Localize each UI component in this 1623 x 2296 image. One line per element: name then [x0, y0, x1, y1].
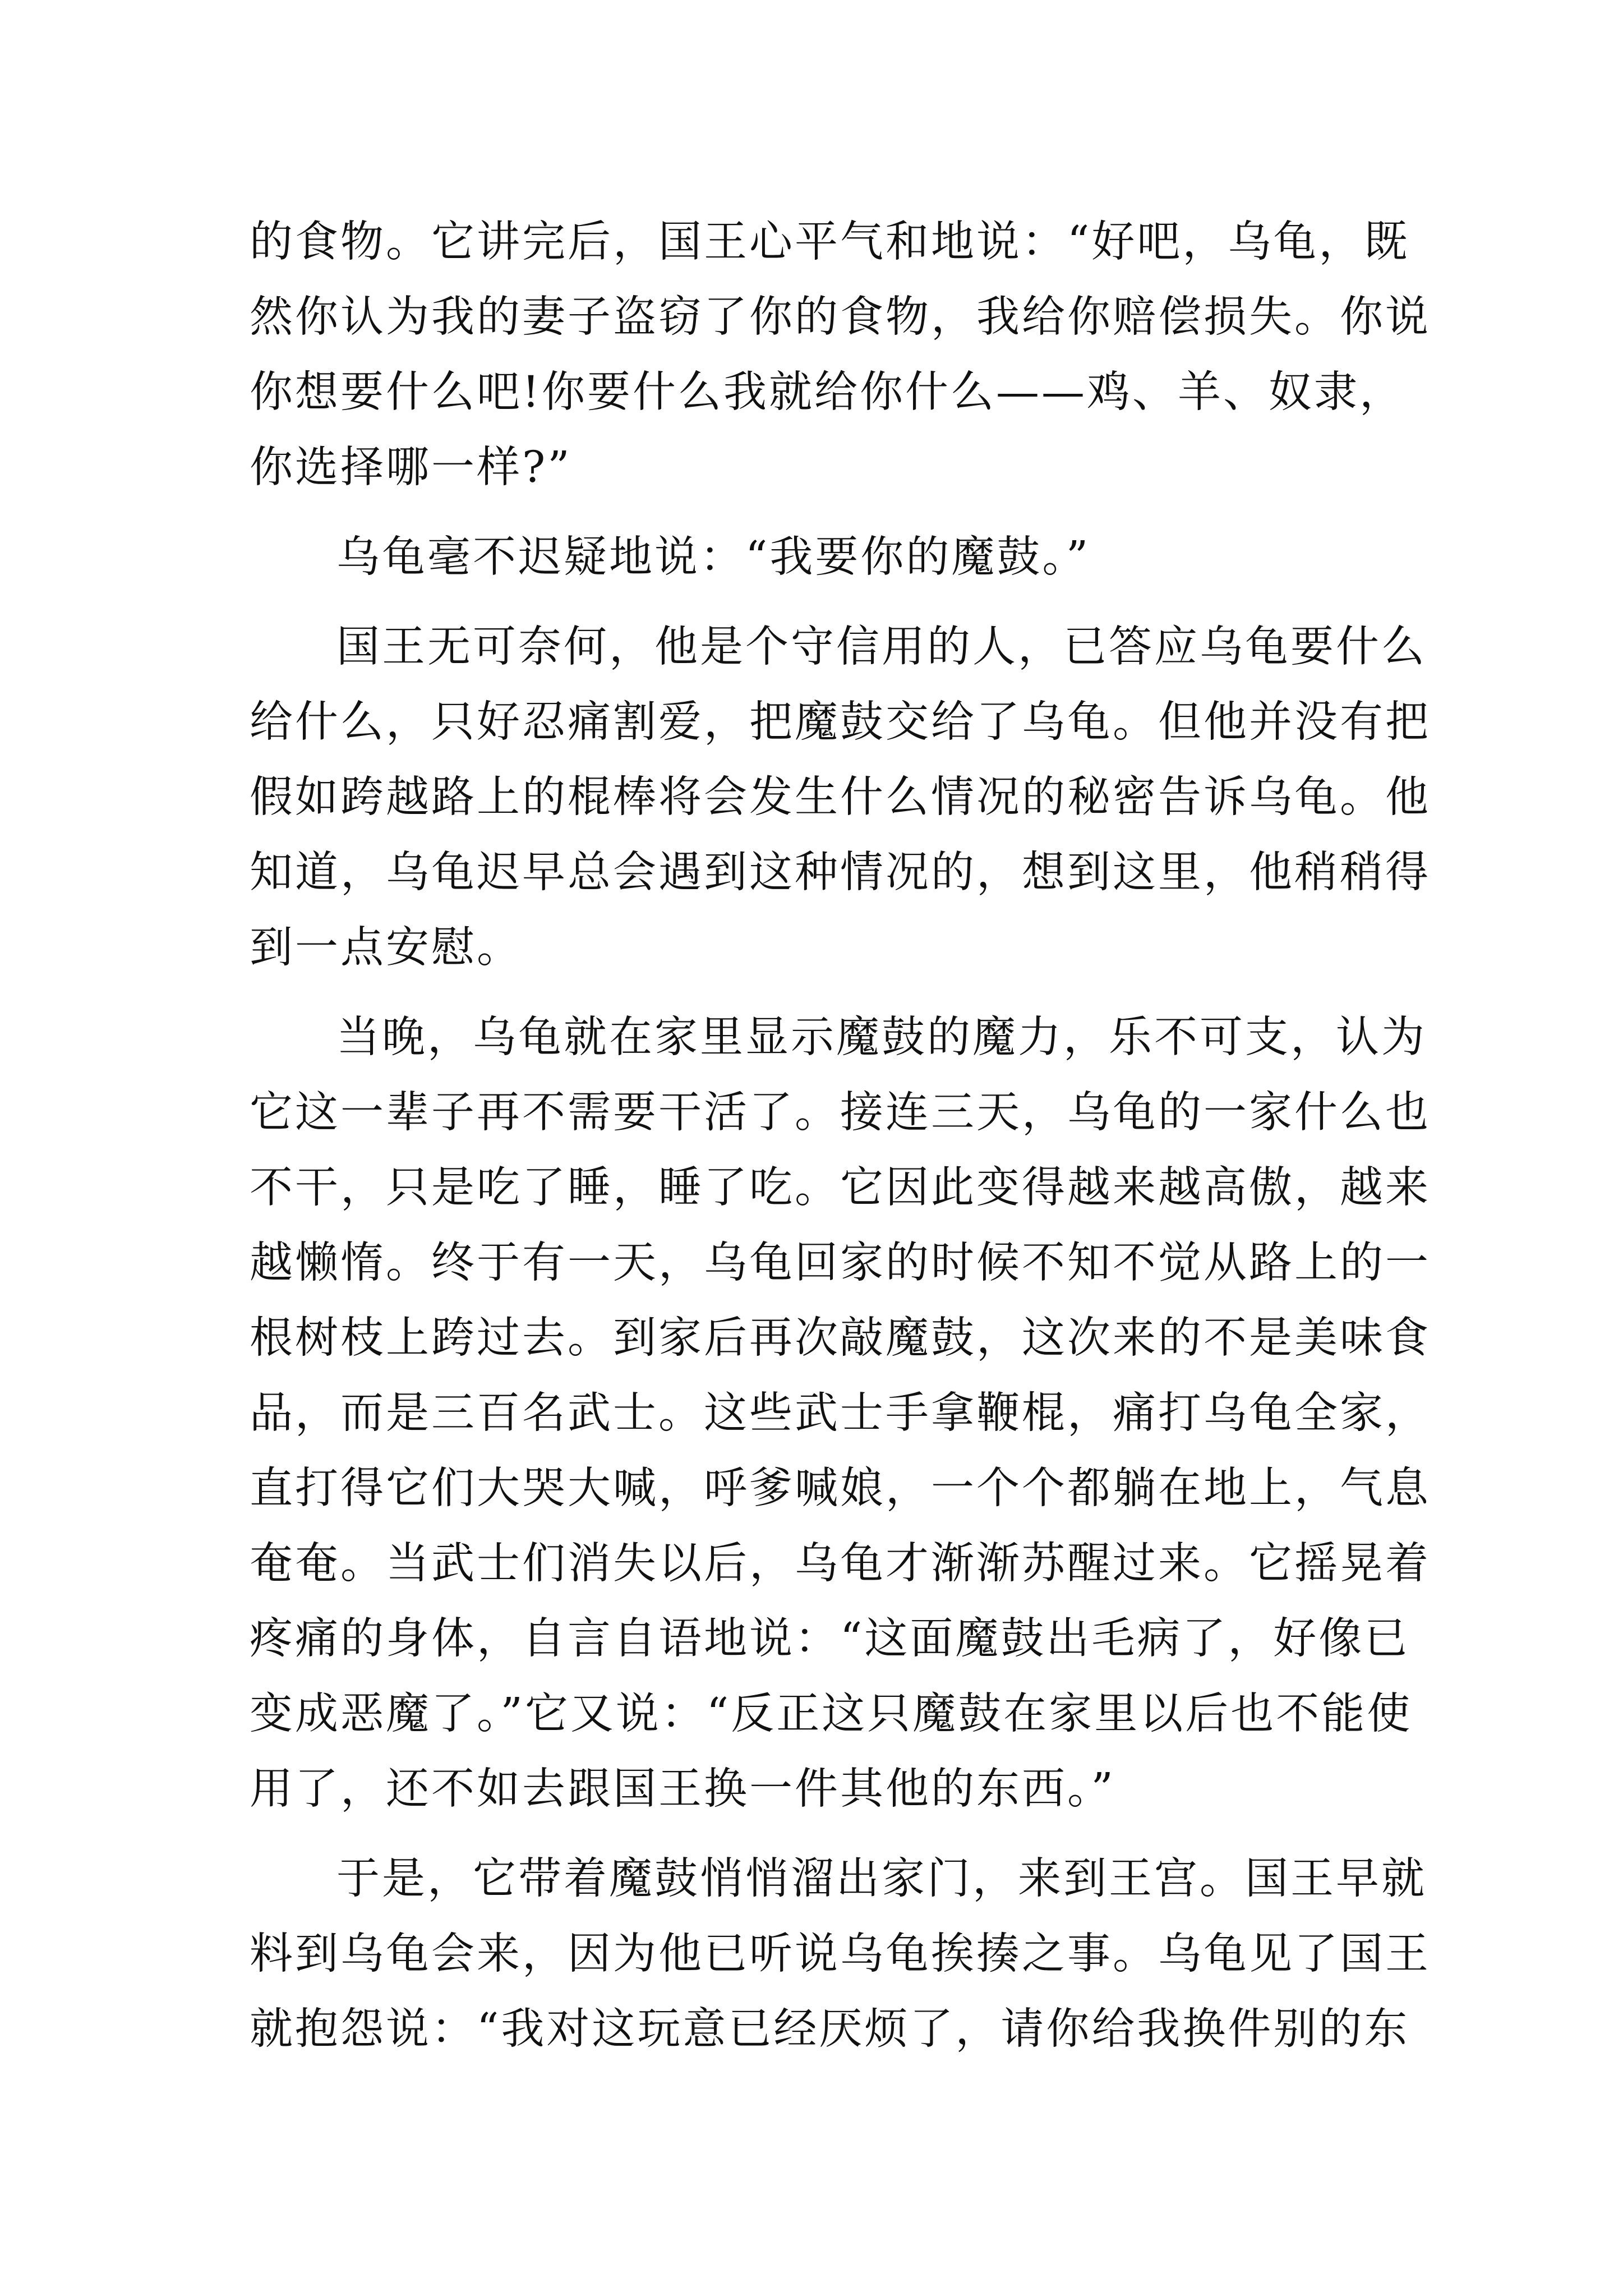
text-line: 的食物。它讲完后，国王心平气和地说：“好吧，乌龟，既	[250, 217, 1410, 267]
text-line: 你想要什么吧!你要什么我就给你什么——鸡、羊、奴隶，	[250, 367, 1405, 417]
text-line: 奄奄。当武士们消失以后，乌龟才渐渐苏醒过来。它摇晃着	[250, 1539, 1431, 1589]
paragraph-4	[250, 1000, 1431, 1827]
text-line: 就抱怨说：“我对这玩意已经厌烦了，请你给我换件别的东	[250, 2004, 1410, 2054]
paragraph-2	[250, 520, 1374, 595]
text-line: 于是，它带着魔鼓悄悄溜出家门，来到王宫。国王早就	[336, 1854, 1427, 1904]
paragraph-5	[250, 1842, 1431, 2067]
text-line: 料到乌龟会来，因为他已听说乌龟挨揍之事。乌龟见了国王	[250, 1929, 1431, 1979]
text-line: 越懒惰。终于有一天，乌龟回家的时候不知不觉从路上的一	[250, 1238, 1431, 1288]
paragraph-3	[250, 610, 1431, 986]
text-line: 到一点安慰。	[250, 923, 522, 973]
text-line: 假如跨越路上的棍棒将会发生什么情况的秘密告诉乌龟。他	[250, 772, 1431, 822]
text-line: 用了，还不如去跟国王换一件其他的东西。”	[250, 1764, 1115, 1814]
text-line: 变成恶魔了。”它又说：“反正这只魔鼓在家里以后也不能使	[250, 1689, 1413, 1739]
text-line: 疼痛的身体，自言自语地说：“这面魔鼓出毛病了，好像已	[250, 1614, 1410, 1664]
story-text	[250, 205, 1431, 2082]
text-line: 当晚，乌龟就在家里显示魔鼓的魔力，乐不可支，认为	[336, 1013, 1427, 1062]
text-line: 根树枝上跨过去。到家后再次敲魔鼓，这次来的不是美味食	[250, 1313, 1431, 1363]
text-line: 不干，只是吃了睡，睡了吃。它因此变得越来越高傲，越来	[250, 1163, 1431, 1213]
text-line: 乌龟毫不迟疑地说：“我要你的魔鼓。”	[336, 532, 1091, 582]
paragraph-1	[250, 205, 1431, 505]
text-line: 品，而是三百名武士。这些武士手拿鞭棍，痛打乌龟全家，	[250, 1388, 1431, 1438]
text-line: 你选择哪一样?”	[250, 443, 572, 493]
text-line: 直打得它们大哭大喊，呼爹喊娘，一个个都躺在地上，气息	[250, 1464, 1431, 1513]
text-line: 给什么，只好忍痛割爱，把魔鼓交给了乌龟。但他并没有把	[250, 697, 1431, 747]
text-line: 国王无可奈何，他是个守信用的人，已答应乌龟要什么	[336, 622, 1427, 672]
text-line: 它这一辈子再不需要干活了。接连三天，乌龟的一家什么也	[250, 1088, 1431, 1138]
text-line: 然你认为我的妻子盗窃了你的食物，我给你赔偿损失。你说	[250, 292, 1431, 342]
text-line: 知道，乌龟迟早总会遇到这种情况的，想到这里，他稍稍得	[250, 848, 1431, 898]
